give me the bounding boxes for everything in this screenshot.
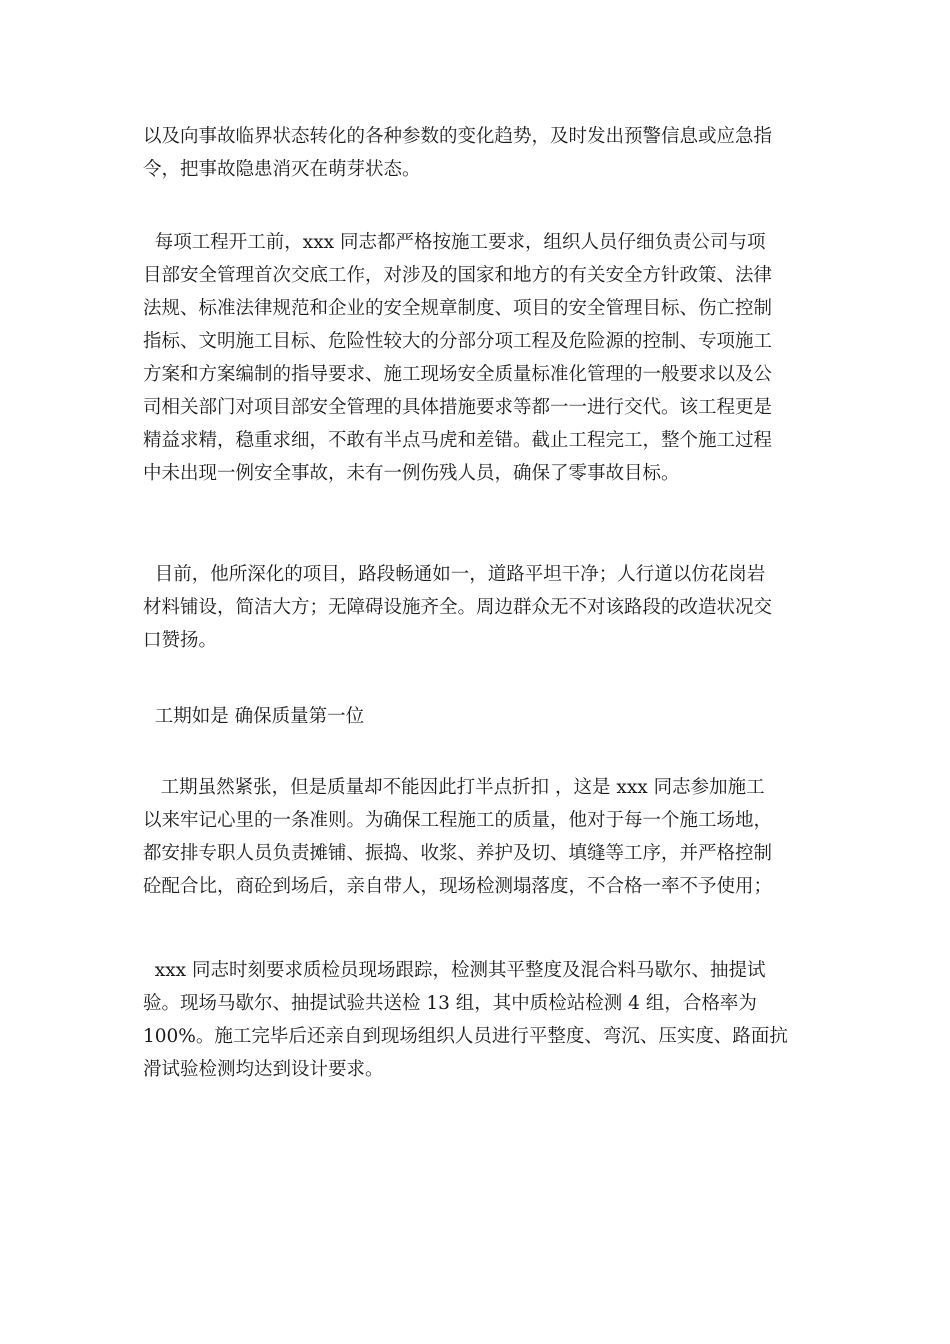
paragraph-line: 验。现场马歇尔、抽提试验共送检 13 组，其中质检站检测 4 组，合格率为 <box>143 993 757 1014</box>
paragraph-line: 滑试验检测均达到设计要求。 <box>143 1059 384 1080</box>
paragraph-line: xxx 同志时刻要求质检员现场跟踪，检测其平整度及混合料马歇尔、抽提试 <box>143 960 766 981</box>
paragraph-line: 精益求精，稳重求细，不敢有半点马虎和差错。截止工程完工，整个施工过程 <box>143 430 773 451</box>
paragraph-road-status <box>143 558 808 657</box>
paragraph-line: 目部安全管理首次交底工作，对涉及的国家和地方的有关安全方针政策、法律 <box>143 265 773 286</box>
paragraph-line: 指标、文明施工目标、危险性较大的分部分项工程及危险源的控制、专项施工 <box>143 331 773 352</box>
paragraph-line: 司相关部门对项目部安全管理的具体措施要求等都一一进行交代。该工程更是 <box>143 397 773 418</box>
paragraph-line: 100%。施工完毕后还亲自到现场组织人员进行平整度、弯沉、压实度、路面抗 <box>143 1026 788 1047</box>
paragraph-line: 目前，他所深化的项目，路段畅通如一，道路平坦干净；人行道以仿花岗岩 <box>143 564 766 585</box>
paragraph-line: 口赞扬。 <box>143 630 218 651</box>
paragraph-line: 都安排专职人员负责摊铺、振捣、收浆、养护及切、填缝等工序，并严格控制 <box>143 843 773 864</box>
paragraph-line: 材料铺设，简洁大方；无障碍设施齐全。周边群众无不对该路段的改造状况交 <box>143 597 773 618</box>
section-heading: 工期如是 确保质量第一位 <box>143 706 365 727</box>
paragraph-line: 中未出现一例安全事故，未有一例伤残人员，确保了零事故目标。 <box>143 463 680 484</box>
paragraph-quality-control <box>143 771 808 903</box>
paragraph-safety-briefing <box>143 226 808 490</box>
paragraph-line: 方案和方案编制的指导要求、施工现场安全质量标准化管理的一般要求以及公 <box>143 364 773 385</box>
paragraph-line: 砼配合比，商砼到场后，亲自带人，现场检测塌落度，不合格一率不予使用； <box>143 876 773 897</box>
paragraph-line: 工期虽然紧张，但是质量却不能因此打半点折扣 ，这是 xxx 同志参加施工 <box>143 777 765 798</box>
paragraph-inspection-results <box>143 954 808 1086</box>
section-heading-quality <box>143 700 808 733</box>
paragraph-line: 以来牢记心里的一条准则。为确保工程施工的质量，他对于每一个施工场地， <box>143 810 773 831</box>
paragraph-line: 法规、标准法律规范和企业的安全规章制度、项目的安全管理目标、伤亡控制 <box>143 298 773 319</box>
paragraph-line: 以及向事故临界状态转化的各种参数的变化趋势，及时发出预警信息或应急指 <box>143 126 773 147</box>
paragraph-accident-warning <box>143 120 808 186</box>
paragraph-line: 每项工程开工前，xxx 同志都严格按施工要求，组织人员仔细负责公司与项 <box>143 232 766 253</box>
paragraph-line: 令，把事故隐患消灭在萌芽状态。 <box>143 159 421 180</box>
